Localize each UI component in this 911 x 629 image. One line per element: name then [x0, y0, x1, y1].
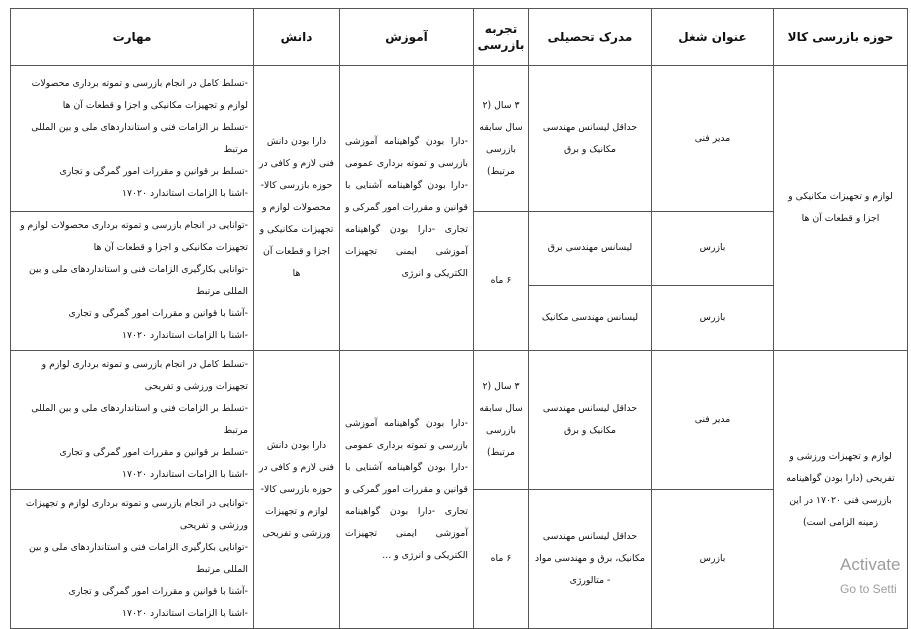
skill-line: -آشنا با قوانین و مقررات امور گمرگی و تجاری — [68, 586, 248, 597]
skill-line: -اشنا با الزامات استاندارد ۱۷۰۲۰ — [122, 187, 248, 199]
experience-cell: ۳ سال (۲ سال سابقه بازرسی مرتبط) — [474, 351, 529, 490]
skill-cell — [11, 212, 254, 351]
header-experience: تجربه بازرسی — [474, 9, 529, 66]
header-skill: مهارت — [11, 9, 254, 66]
header-job-title: عنوان شغل — [652, 9, 774, 66]
training-cell: -دارا بودن گواهینامه آموزشی بازرسی و تموته برداری عمومی -دارا بودن گواهینامه آشنایی با قوانین و مقررات امور گمرکی و تجاری -دارا بودن گواهینامه آموزشی ایمنی تجهیزات الکتریکی و انرژی و ... — [340, 351, 474, 629]
skill-line: -تسلط بر الزامات فنی و استانداردهای ملی و بین المللی مرتبط — [31, 121, 248, 155]
job-title-cell: بازرس — [652, 490, 774, 629]
skill-line: -اشنا با الزامات استاندارد ۱۷۰۲۰ — [122, 330, 248, 341]
skill-cell — [11, 351, 254, 490]
header-row — [11, 9, 908, 66]
skill-line: -اشنا با الزامات استاندارد ۱۷۰۲۰ — [122, 469, 248, 480]
skill-line: -تسلط بر قوانین و مقررات امور گمرگی و تجاری — [59, 165, 248, 177]
table-row — [11, 351, 908, 490]
experience-cell: ۶ ماه — [474, 490, 529, 629]
skill-cell — [11, 66, 254, 212]
header-scope: حوزه بازرسی کالا — [774, 9, 908, 66]
experience-cell: ۶ ماه — [474, 212, 529, 351]
education-cell: حداقل لیسانس مهندسی مکانیک و برق — [529, 351, 652, 490]
skill-line: -آشنا با قوانین و مقررات امور گمرگی و تجاری — [68, 308, 248, 319]
scope-cell: لوازم و تجهیزات مکانیکی و اجزا و قطعات آن ها — [774, 66, 908, 351]
header-education: مدرک تحصیلی — [529, 9, 652, 66]
skill-line: -توانایی در انجام بازرسی و تموته برداری محصولات لوازم و تجهیزات مکانیکی و اجزا و قطعات آن ها — [20, 220, 248, 253]
skill-line: -توانایی بکارگیری الزامات فنی و استانداردهای ملی و بین المللی مرتبط — [28, 264, 248, 297]
knowledge-cell: دارا بودن دانش فنی لازم و کافی در حوزه بازرسی کالا- لوازم و تجهیزات ورزشی و تفریحی — [254, 351, 340, 629]
header-training: آموزش — [340, 9, 474, 66]
job-title-cell: بازرس — [652, 285, 774, 350]
skill-line: -تسلط کامل در انجام بازرسی و تموته برداری محصولات لوازم و تجهیزات مکانیکی و اجزا و قطعات آن ها — [31, 77, 248, 111]
header-knowledge: دانش — [254, 9, 340, 66]
table-row — [11, 66, 908, 212]
skill-cell — [11, 490, 254, 629]
watermark-line-2: Go to Setti — [840, 582, 897, 596]
education-cell: لیسانس مهندسی برق — [529, 212, 652, 286]
scope-cell: لوازم و تجهیزات ورزشی و تفریحی (دارا بودن گواهینامه بازرسی فنی ۱۷۰۲۰ در این زمینه الزامی است) — [774, 351, 908, 629]
job-title-cell: مدیر فنی — [652, 351, 774, 490]
skill-line: -توانایی در انجام بازرسی و تموته برداری لوازم و تجهیزات ورزشی و تفریحی — [25, 498, 248, 531]
education-cell: حداقل لیسانس مهندسی مکانیک، برق و مهندسی مواد - متالورژی — [529, 490, 652, 629]
education-cell: لیسانس مهندسی مکانیک — [529, 285, 652, 350]
skill-line: -توانایی بکارگیری الزامات فنی و استانداردهای ملی و بین المللی مرتبط — [28, 542, 248, 575]
knowledge-cell: دارا بودن دانش فنی لازم و کافی در حوزه بازرسی کالا- محصولات لوازم و تجهیزات مکانیکی و اجزا و قطعات آن ها — [254, 66, 340, 351]
skill-line: -تسلط بر الزامات فنی و استانداردهای ملی و بین المللی مرتبط — [31, 403, 248, 436]
skill-line: -اشنا با الزامات استاندارد ۱۷۰۲۰ — [122, 608, 248, 619]
education-cell: حداقل لیسانس مهندسی مکانیک و برق — [529, 66, 652, 212]
skill-line: -تسلط بر قوانین و مقررات امور گمرگی و تجاری — [59, 447, 248, 458]
requirements-table — [10, 8, 908, 629]
watermark-line-1: Activate — [840, 555, 901, 574]
job-title-cell: بازرس — [652, 212, 774, 286]
skill-line: -تسلط کامل در انجام بازرسی و تموته برداری لوازم و تجهیزات ورزشی و تفریحی — [41, 359, 248, 392]
job-title-cell: مدیر فنی — [652, 66, 774, 212]
training-cell: -دارا بودن گواهینامه آموزشی بازرسی و تموته برداری عمومی -دارا بودن گواهینامه آشنایی با قوانین و مقررات امور گمرکی و تجاری -دارا بودن گواهینامه آموزشی ایمنی تجهیزات الکتریکی و انرژی — [340, 66, 474, 351]
experience-cell: ۳ سال (۲ سال سابقه بازرسی مرتبط) — [474, 66, 529, 212]
activation-watermark — [840, 553, 900, 601]
